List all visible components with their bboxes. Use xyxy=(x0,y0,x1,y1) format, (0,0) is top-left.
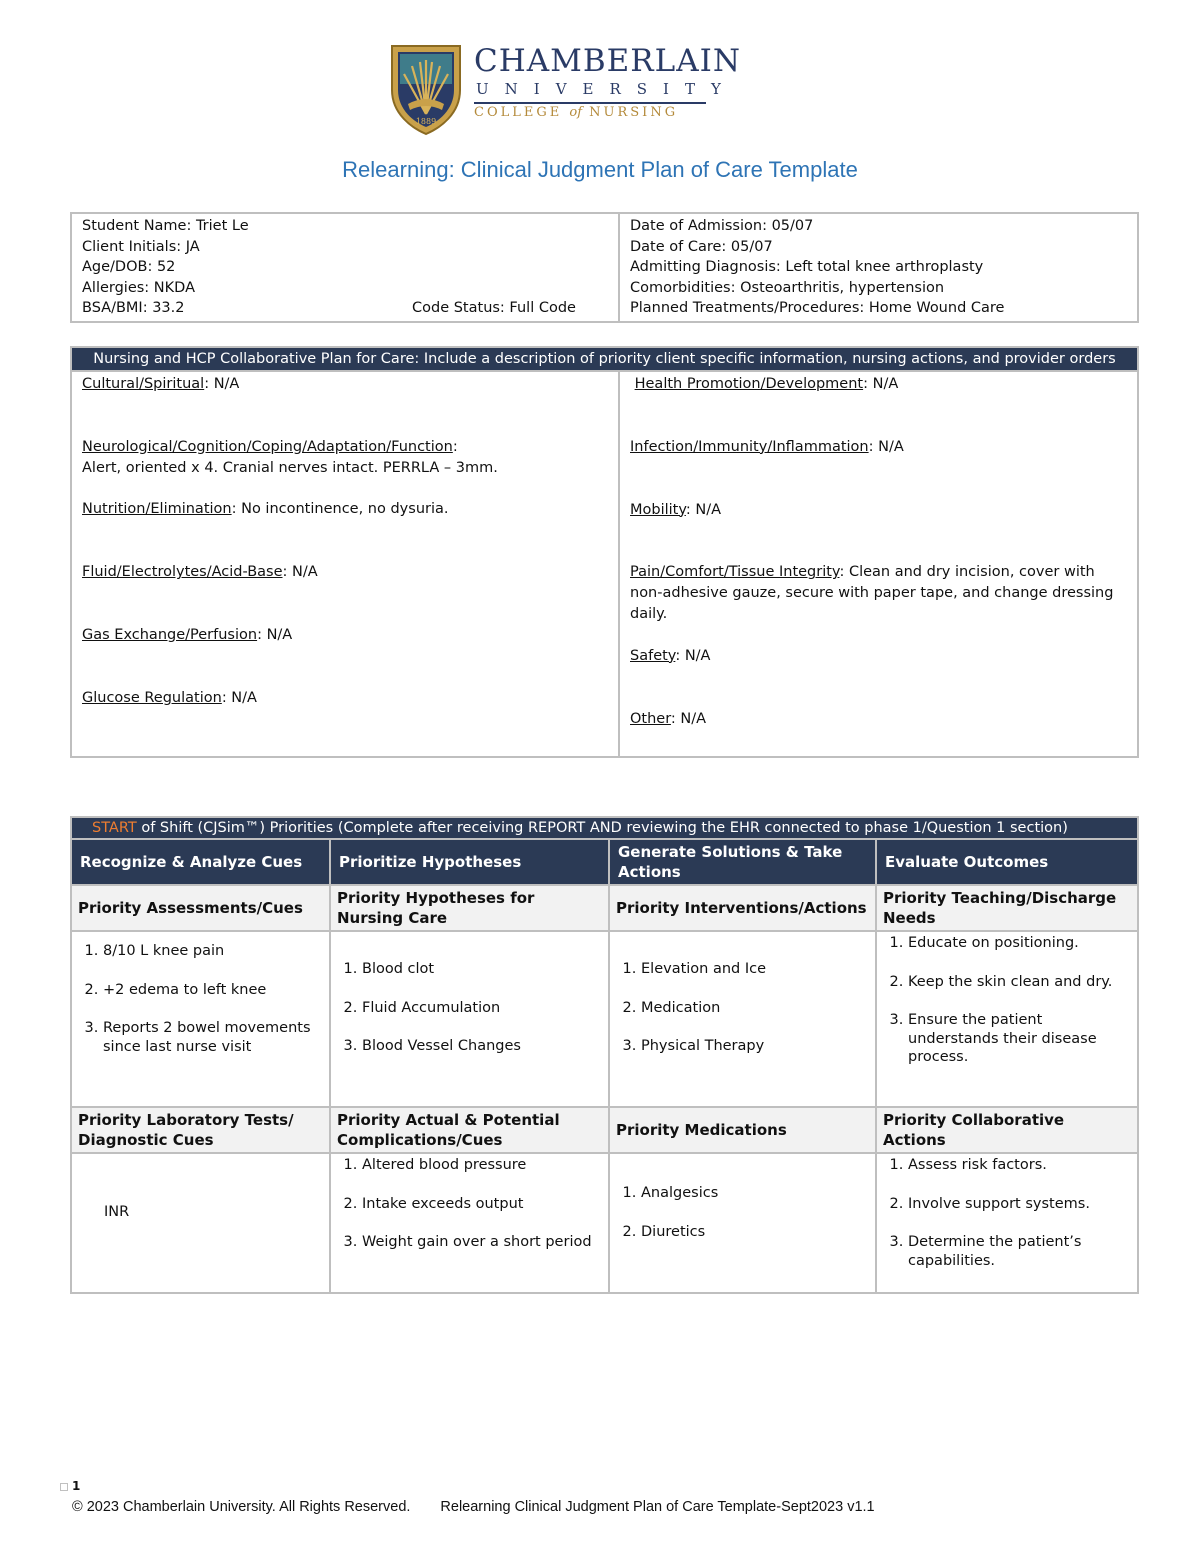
list-item: 2. Intake exceeds output xyxy=(362,1195,598,1214)
other-label: Other xyxy=(630,710,671,727)
list-item: 1. Analgesics xyxy=(641,1184,865,1203)
age-dob: Age/DOB: 52 xyxy=(82,259,176,275)
list-item: 1. 8/10 L knee pain xyxy=(103,942,319,961)
bsa-bmi: BSA/BMI: 33.2 xyxy=(82,300,185,316)
list-item: 2. Involve support systems. xyxy=(908,1195,1127,1214)
glucose-label: Glucose Regulation xyxy=(82,689,222,706)
column-recognize-cues: Recognize & Analyze Cues xyxy=(71,839,330,885)
list-item: 3. Reports 2 bowel movements since last nurse visit xyxy=(103,1019,319,1056)
list-item: 3. Physical Therapy xyxy=(641,1037,865,1056)
neuro-label: Neurological/Cognition/Coping/Adaptation/Function xyxy=(82,438,453,455)
collaborative-plan-table xyxy=(70,346,1139,758)
neuro-value: Alert, oriented x 4. Cranial nerves intact. PERRLA – 3mm. xyxy=(82,459,498,476)
planned-treatments: Planned Treatments/Procedures: Home Wound Care xyxy=(630,300,1005,316)
anchor-mark-icon xyxy=(60,1483,68,1491)
page-number: 1 xyxy=(60,1479,80,1493)
interventions-cell xyxy=(609,931,876,1107)
health-promotion-label: Health Promotion/Development xyxy=(634,376,864,392)
list-item: 1. Assess risk factors. xyxy=(908,1156,1127,1175)
logo-divider xyxy=(474,102,706,104)
client-info-left xyxy=(71,213,619,322)
document-title: Relearning: Clinical Judgment Plan of Care Template xyxy=(342,157,858,182)
list-item: 3. Determine the patient’s capabilities. xyxy=(908,1233,1127,1270)
nutrition-label: Nutrition/Elimination xyxy=(82,501,232,518)
client-info-table xyxy=(70,212,1139,323)
list-item: 3. Blood Vessel Changes xyxy=(362,1037,598,1056)
infection-label: Infection/Immunity/Inflammation xyxy=(630,438,869,455)
subhead-collaborative: Priority Collaborative Actions xyxy=(876,1107,1138,1153)
date-of-admission: Date of Admission: 05/07 xyxy=(630,218,814,234)
admitting-diagnosis: Admitting Diagnosis: Left total knee arthroplasty xyxy=(630,259,984,275)
subhead-interventions: Priority Interventions/Actions xyxy=(609,885,876,931)
teaching-cell xyxy=(876,931,1138,1107)
list-item: 2. Diuretics xyxy=(641,1223,865,1242)
footer-template-name: Relearning Clinical Judgment Plan of Care Template-Sept2023 v1.1 xyxy=(440,1499,875,1515)
student-name: Student Name: Triet Le xyxy=(82,218,249,234)
start-word: START xyxy=(92,820,137,836)
date-of-care: Date of Care: 05/07 xyxy=(630,238,773,255)
subhead-complications: Priority Actual & Potential Complications/Cues xyxy=(330,1107,609,1153)
column-prioritize-hypotheses: Prioritize Hypotheses xyxy=(330,839,609,885)
subhead-medications: Priority Medications xyxy=(609,1107,876,1153)
list-item: 2. Keep the skin clean and dry. xyxy=(908,973,1127,992)
list-item: 2. Medication xyxy=(641,999,865,1018)
plan-right-column: Health Promotion/Development: N/A Infection/Immunity/Inflammation: N/A Mobility: N/A Pain/Comfort/Tissue Integrity: Clean and dry incision, cover with non-adhesive gauze, secure with paper tape, and change dressing daily. Safety: N/A Other: N/A xyxy=(619,371,1138,757)
allergies: Allergies: NKDA xyxy=(82,279,195,296)
safety-label: Safety xyxy=(630,647,676,664)
lab-test-value: INR xyxy=(104,1204,130,1220)
subhead-assessments: Priority Assessments/Cues xyxy=(71,885,330,931)
pain-value: : Clean and dry incision, cover with non-adhesive gauze, secure with paper tape, and change dressing daily. xyxy=(630,564,1114,622)
subhead-lab-tests: Priority Laboratory Tests/ Diagnostic Cues xyxy=(71,1107,330,1153)
subhead-teaching: Priority Teaching/Discharge Needs xyxy=(876,885,1138,931)
cultural-label: Cultural/Spiritual xyxy=(82,376,205,392)
logo-name: CHAMBERLAIN xyxy=(474,43,741,79)
column-evaluate-outcomes: Evaluate Outcomes xyxy=(876,839,1138,885)
shift-header: START of Shift (CJSim™) Priorities (Complete after receiving REPORT AND reviewing the EHR connected to phase 1/Question 1 section) xyxy=(71,817,1138,839)
complications-cell xyxy=(330,1153,609,1293)
gas-exchange-label: Gas Exchange/Perfusion xyxy=(82,626,258,643)
list-item: 1. Educate on positioning. xyxy=(908,934,1127,953)
assessments-cell xyxy=(71,931,330,1107)
subhead-hypotheses: Priority Hypotheses for Nursing Care xyxy=(330,885,609,931)
comorbidities: Comorbidities: Osteoarthritis, hypertension xyxy=(630,279,945,296)
pain-label: Pain/Comfort/Tissue Integrity xyxy=(630,564,840,581)
list-item: 3. Weight gain over a short period xyxy=(362,1233,598,1252)
plan-header: Nursing and HCP Collaborative Plan for Care: Include a description of priority client specific information, nursing actions, and provider orders xyxy=(71,347,1138,371)
lab-tests-cell xyxy=(71,1153,330,1293)
footer-copyright: © 2023 Chamberlain University. All Rights Reserved. xyxy=(72,1499,411,1515)
list-item: 3. Ensure the patient understands their disease process. xyxy=(908,1011,1127,1067)
chamberlain-logo xyxy=(390,43,741,136)
list-item: 1. Altered blood pressure xyxy=(362,1156,598,1175)
collaborative-cell xyxy=(876,1153,1138,1293)
code-status: Code Status: Full Code xyxy=(412,300,576,316)
plan-left-column: Cultural/Spiritual: N/A Neurological/Cognition/Coping/Adaptation/Function: Alert, oriented x 4. Cranial nerves intact. PERRLA – 3mm. Nutrition/Elimination: No incontinence, no dysuria. Fluid/Electrolytes/Acid-Base: N/A Gas Exchange/Perfusion: N/A Glucose Regulation: N/A xyxy=(71,371,619,757)
svg-text:1889: 1889 xyxy=(415,117,437,126)
list-item: 1. Elevation and Ice xyxy=(641,960,865,979)
fluid-label: Fluid/Electrolytes/Acid-Base xyxy=(82,564,283,581)
hypotheses-cell xyxy=(330,931,609,1107)
client-initials: Client Initials: JA xyxy=(82,238,200,255)
list-item: 2. Fluid Accumulation xyxy=(362,999,598,1018)
list-item: 1. Blood clot xyxy=(362,960,598,979)
logo-college: COLLEGE of NURSING xyxy=(474,105,679,120)
mobility-label: Mobility xyxy=(630,501,686,518)
list-item: 2. +2 edema to left knee xyxy=(103,981,319,1000)
shift-priorities-table xyxy=(70,816,1139,1294)
client-info-right xyxy=(619,213,1138,322)
footer xyxy=(72,1499,875,1515)
university-seal-icon xyxy=(390,44,462,136)
medications-cell xyxy=(609,1153,876,1293)
logo-university: UNIVERSITY xyxy=(476,80,737,98)
column-generate-solutions: Generate Solutions & Take Actions xyxy=(609,839,876,885)
